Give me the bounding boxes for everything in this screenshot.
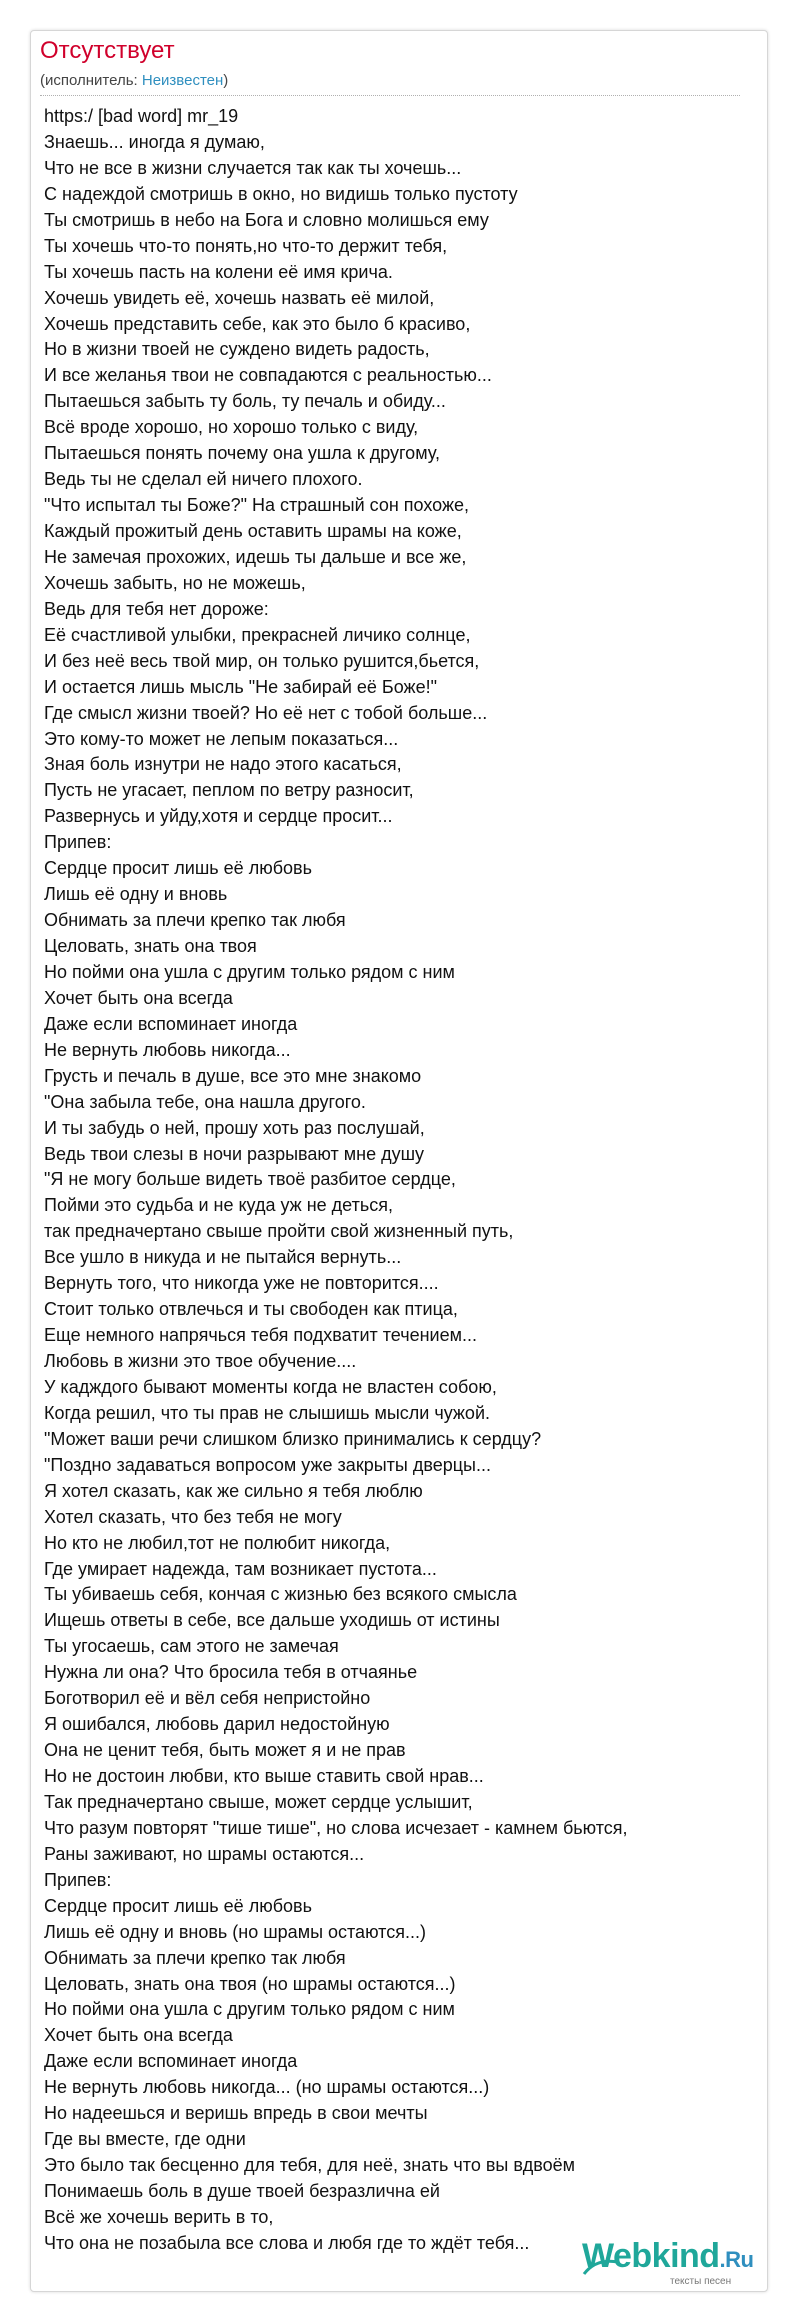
- byline-suffix: ): [223, 72, 229, 89]
- lyric-line: Она не ценит тебя, быть может я и не прав: [44, 1740, 406, 1761]
- lyric-line: Ты хочешь пасть на колени её имя крича.: [44, 261, 393, 282]
- lyric-line: Ты угосаешь, сам этого не замечая: [44, 1636, 339, 1657]
- song-title: Отсутствует: [40, 37, 175, 64]
- lyric-line: Но не достоин любви, кто выше ставить свой нрав...: [44, 1766, 484, 1786]
- lyric-line: Сердце просит лишь её любовь: [44, 1895, 312, 1916]
- lyric-line: Её счастливой улыбки, прекрасней личико солнце,: [44, 624, 471, 645]
- lyric-line: Не замечая прохожих, идешь ты дальше и все же,: [44, 546, 467, 567]
- lyric-line: Лишь её одну и вновь: [44, 884, 228, 905]
- lyric-line: Пытаешься забыть ту боль, ту печаль и обиду...: [44, 391, 446, 412]
- byline-prefix: (исполнитель:: [40, 72, 142, 89]
- lyric-line: И без неё весь твой мир, он только рушится,бьется,: [44, 650, 480, 671]
- lyric-line: Обнимать за плечи крепко так любя: [44, 1947, 346, 1968]
- lyric-line: Даже если вспоминает иногда: [44, 1013, 298, 1034]
- lyric-line: Я хотел сказать, как же сильно я тебя люблю: [44, 1480, 423, 1501]
- song-byline: [40, 71, 228, 91]
- lyric-line: Когда решил, что ты прав не слышишь мысли чужой.: [44, 1402, 491, 1423]
- site-logo[interactable]: [582, 2236, 772, 2300]
- lyric-line: Ты хочешь что-то понять,но что-то держит тебя,: [44, 235, 448, 256]
- lyric-line: Пойми это судьба и не куда уж не деться,: [44, 1195, 393, 1216]
- lyric-line: Так предначертано свыше, может сердце услышит,: [44, 1791, 473, 1812]
- lyric-line: И остается лишь мысль "Не забирай её Боже!": [44, 676, 437, 697]
- lyric-line: Ведь твои слезы в ночи разрывают мне душу: [44, 1143, 425, 1164]
- lyric-line: Что разум повторят "тише тише", но слова исчезает - камнем бьются,: [44, 1817, 628, 1838]
- lyric-line: Но кто не любил,тот не полюбит никогда,: [44, 1532, 391, 1553]
- lyric-line: Но в жизни твоей не суждено видеть радость,: [44, 339, 430, 360]
- lyric-line: Хочешь представить себе, как это было б красиво,: [44, 313, 471, 334]
- lyric-line: Хочешь забыть, но не можешь,: [44, 572, 306, 593]
- lyric-line: Нужна ли она? Что бросила тебя в отчаянье: [44, 1662, 418, 1683]
- lyric-line: Понимаешь боль в душе твоей безразлична ей: [44, 2181, 440, 2201]
- lyric-line: Я ошибался, любовь дарил недостойную: [44, 1714, 390, 1735]
- lyric-line: И ты забудь о ней, прошу хоть раз послушай,: [44, 1117, 425, 1138]
- lyric-line: Что она не позабыла все слова и любя где то ждёт тебя...: [44, 2232, 530, 2253]
- lyric-line: Всё вроде хорошо, но хорошо только с виду,: [44, 417, 419, 438]
- lyric-line: Не вернуть любовь никогда... (но шрамы остаются...): [44, 2077, 490, 2098]
- lyric-line: Развернусь и уйду,хотя и сердце просит...: [44, 806, 393, 827]
- lyrics-text: [44, 104, 628, 2257]
- lyric-line: Где умирает надежда, там возникает пустота...: [44, 1558, 437, 1579]
- lyric-line: https:/ [bad word] mr_19: [44, 106, 239, 126]
- lyric-line: так предначертано свыше пройти свой жизненный путь,: [44, 1221, 514, 1242]
- lyric-line: Всё же хочешь верить в то,: [44, 2206, 274, 2227]
- lyric-line: Припев:: [44, 1869, 112, 1890]
- lyric-line: Где смысл жизни твоей? Но её нет с тобой больше...: [44, 702, 488, 723]
- lyric-line: И все желанья твои не совпадаются с реальностью...: [44, 365, 492, 386]
- lyric-line: Зная боль изнутри не надо этого касаться,: [44, 754, 402, 775]
- lyric-line: Любовь в жизни это твое обучение....: [44, 1351, 357, 1371]
- lyric-line: Пытаешься понять почему она ушла к другому,: [44, 443, 440, 464]
- lyric-line: Вернуть того, что никогда уже не повторится....: [44, 1273, 439, 1294]
- lyric-line: Целовать, знать она твоя: [44, 936, 257, 956]
- song-header: [40, 36, 228, 91]
- lyric-line: "Что испытал ты Боже?" На страшный сон похоже,: [44, 495, 470, 516]
- lyric-line: Хочет быть она всегда: [44, 987, 233, 1008]
- lyric-line: Но надеешься и веришь впредь в свои мечты: [44, 2103, 428, 2124]
- lyric-line: Целовать, знать она твоя (но шрамы остаются...): [44, 1973, 456, 1994]
- lyric-line: Лишь её одну и вновь (но шрамы остаются...): [44, 1921, 426, 1942]
- logo-tagline: тексты песен: [670, 2276, 732, 2287]
- lyric-line: Ведь для тебя нет дороже:: [44, 598, 269, 619]
- lyric-line: Сердце просит лишь её любовь: [44, 858, 312, 879]
- lyric-line: Что не все в жизни случается так как ты хочешь...: [44, 157, 462, 178]
- lyric-line: Хочет быть она всегда: [44, 2025, 233, 2046]
- lyric-line: Но пойми она ушла с другим только рядом с ним: [44, 1999, 455, 2020]
- lyric-line: Стоит только отвлечься и ты свободен как птица,: [44, 1299, 458, 1320]
- lyric-line: Не вернуть любовь никогда...: [44, 1039, 291, 1060]
- lyric-line: "Я не могу больше видеть твоё разбитое сердце,: [44, 1169, 456, 1190]
- lyric-line: Хочешь увидеть её, хочешь назвать её милой,: [44, 287, 435, 308]
- lyric-line: Знаешь... иногда я думаю,: [44, 131, 265, 152]
- lyric-line: Но пойми она ушла с другим только рядом с ним: [44, 961, 455, 982]
- logo-brand-name: Webkind: [582, 2237, 720, 2275]
- header-divider: [40, 95, 740, 96]
- lyric-line: Раны заживают, но шрамы остаются...: [44, 1843, 365, 1864]
- lyric-line: Обнимать за плечи крепко так любя: [44, 910, 346, 931]
- lyric-line: Все ушло в никуда и не пытайся вернуть...: [44, 1247, 402, 1268]
- lyric-line: У кадждого бывают моменты когда не властен собою,: [44, 1376, 497, 1397]
- lyric-line: Каждый прожитый день оставить шрамы на коже,: [44, 521, 462, 541]
- lyric-line: Это кому-то может не лепым показаться...: [44, 728, 399, 749]
- lyric-line: Еще немного напрячься тебя подхватит течением...: [44, 1325, 477, 1346]
- lyric-line: Пусть не угасает, пеплом по ветру разносит,: [44, 780, 414, 801]
- lyric-line: "Она забыла тебе, она нашла другого.: [44, 1091, 366, 1112]
- lyric-line: Ищешь ответы в себе, все дальше уходишь от истины: [44, 1610, 500, 1631]
- lyric-line: Ты смотришь в небо на Бога и словно молишься ему: [44, 209, 489, 230]
- lyric-line: Ты убиваешь себя, кончая с жизнью без всякого смысла: [44, 1584, 517, 1605]
- lyric-line: Это было так бесценно для тебя, для неё, знать что вы вдвоём: [44, 2155, 575, 2176]
- logo-brand: [582, 2236, 754, 2280]
- artist-link[interactable]: Неизвестен: [141, 72, 224, 89]
- lyric-line: Боготворил её и вёл себя непристойно: [44, 1688, 371, 1709]
- lyric-line: Припев:: [44, 832, 112, 853]
- lyric-line: "Поздно задаваться вопросом уже закрыты дверцы...: [44, 1454, 491, 1475]
- lyric-line: Даже если вспоминает иногда: [44, 2051, 298, 2072]
- lyric-line: Грусть и печаль в душе, все это мне знакомо: [44, 1065, 422, 1086]
- lyric-line: Хотел сказать, что без тебя не могу: [44, 1506, 342, 1527]
- lyric-line: Где вы вместе, где одни: [44, 2129, 246, 2150]
- logo-tld: .Ru: [719, 2247, 754, 2272]
- lyric-line: "Может ваши речи слишком близко принимались к сердцу?: [44, 1428, 542, 1449]
- lyric-line: С надеждой смотришь в окно, но видишь только пустоту: [44, 183, 518, 204]
- lyric-line: Ведь ты не сделал ей ничего плохого.: [44, 469, 363, 490]
